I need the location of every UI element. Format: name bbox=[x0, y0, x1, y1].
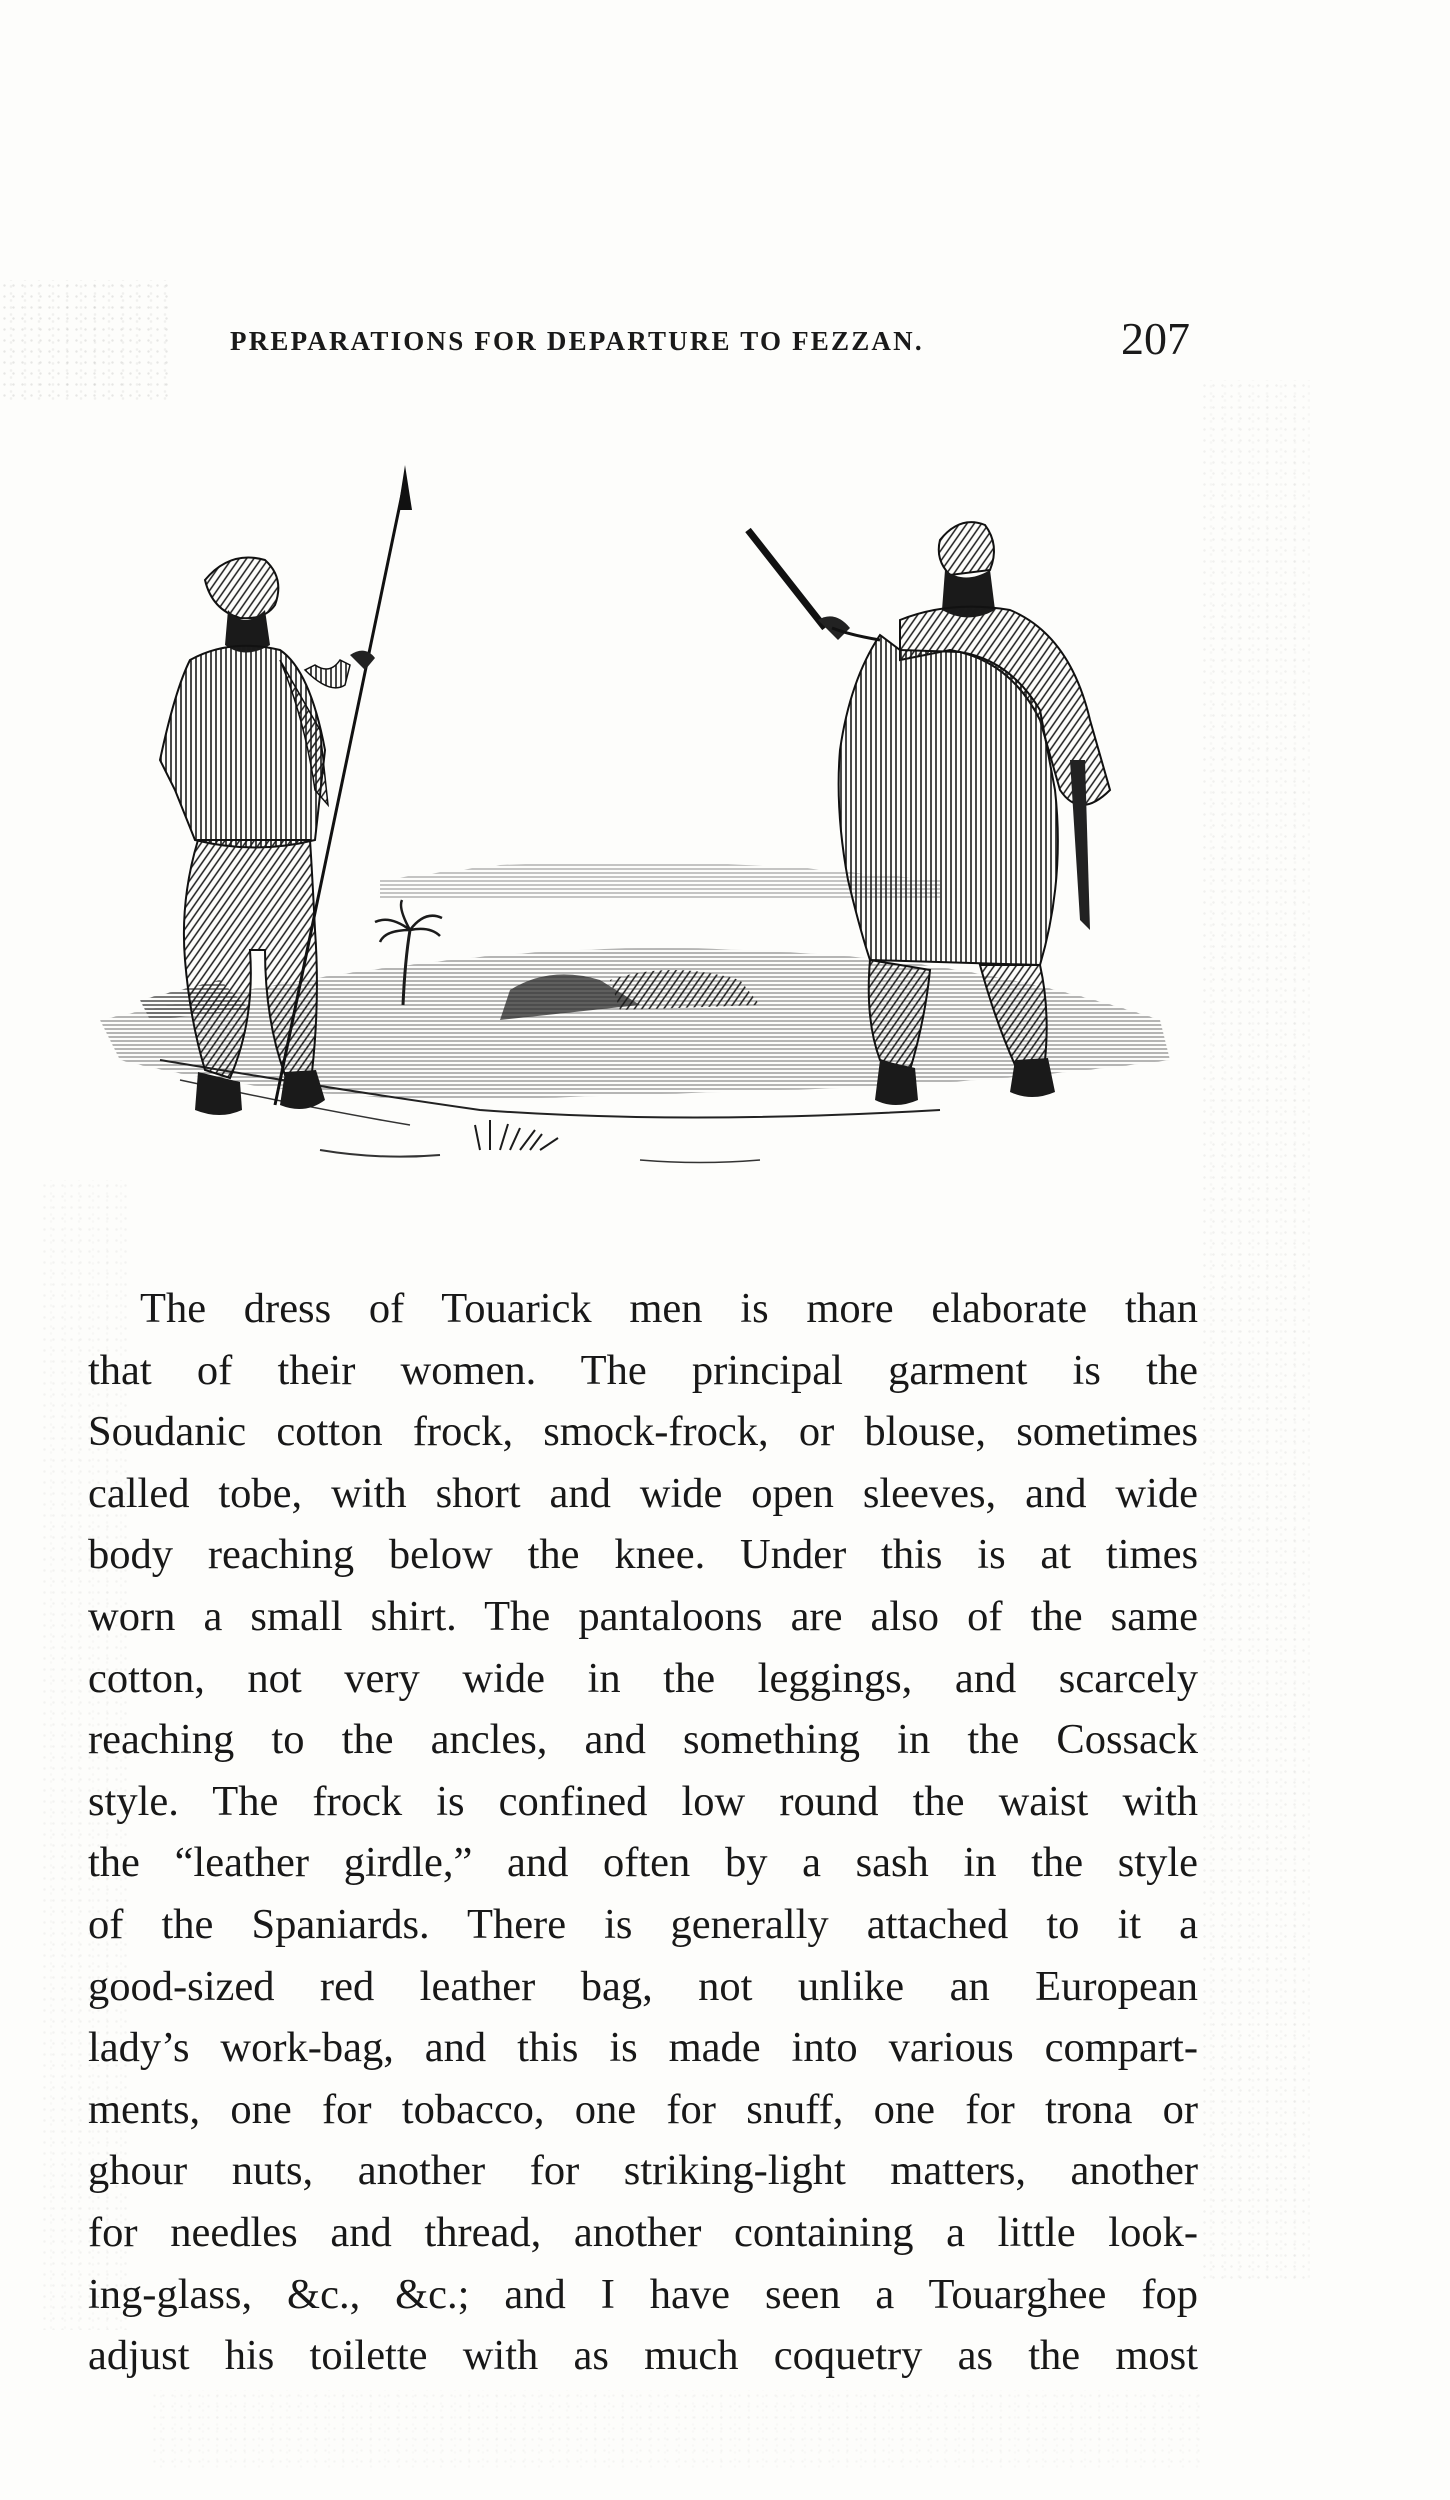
text-line: the “leather girdle,” and often by a sash in the style bbox=[88, 1839, 1198, 1887]
text-line: ghour nuts, another for striking-light matters, another bbox=[88, 2147, 1198, 2195]
text-line: good-sized red leather bag, not unlike an European bbox=[88, 1962, 1198, 2010]
page-number: 207 bbox=[1121, 313, 1190, 364]
text-line: worn a small shirt. The pantaloons are also of the same bbox=[88, 1592, 1198, 1640]
paper-speckle-right-margin bbox=[1200, 380, 1310, 2280]
text-line: ing-glass, &c., &c.; and I have seen a Touarghee fop bbox=[88, 2270, 1198, 2318]
text-line: The dress of Touarick men is more elaborate than bbox=[140, 1285, 1198, 1332]
text-line: that of their women. The principal garment is the bbox=[88, 1346, 1198, 1394]
paper-speckle-bottom bbox=[150, 2390, 1200, 2470]
grass-tuft bbox=[475, 1120, 558, 1150]
text-line: style. The frock is confined low round the waist with bbox=[88, 1777, 1198, 1825]
text-line: lady’s work-bag, and this is made into various compart- bbox=[88, 2024, 1198, 2072]
running-head-title: PREPARATIONS FOR DEPARTURE TO FEZZAN. bbox=[230, 326, 924, 356]
engraving-illustration bbox=[80, 460, 1190, 1210]
text-line: Soudanic cotton frock, smock-frock, or blouse, sometimes bbox=[88, 1408, 1198, 1456]
paper-speckle-top-left bbox=[0, 280, 170, 400]
text-line: body reaching below the knee. Under this is at times bbox=[88, 1531, 1198, 1579]
text-line: called tobe, with short and wide open sleeves, and wide bbox=[88, 1469, 1198, 1517]
running-head bbox=[220, 312, 1190, 362]
text-line: for needles and thread, another containing a little look- bbox=[88, 2208, 1198, 2256]
text-line: of the Spaniards. There is generally attached to it a bbox=[88, 1900, 1198, 1948]
text-line: adjust his toilette with as much coquetry as the most bbox=[88, 2332, 1198, 2380]
text-line: cotton, not very wide in the leggings, and scarcely bbox=[88, 1654, 1198, 1702]
body-paragraph bbox=[88, 1278, 1198, 2387]
text-line: reaching to the ancles, and something in the Cossack bbox=[88, 1716, 1198, 1764]
text-line: ments, one for tobacco, one for snuff, one for trona or bbox=[88, 2085, 1198, 2133]
